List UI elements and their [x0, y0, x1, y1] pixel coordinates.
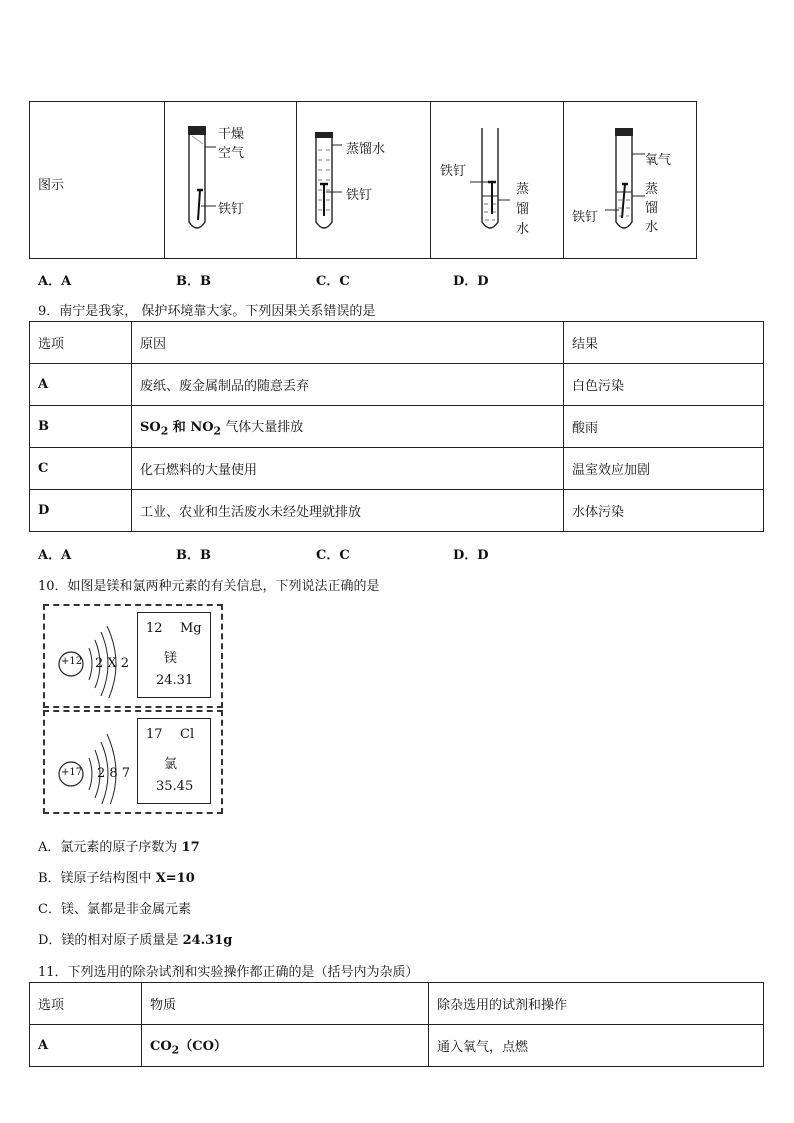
cl-symbol: Cl [180, 727, 195, 742]
q9-row-option: C [30, 448, 132, 490]
tube3-label-zheng: 蒸 [516, 182, 530, 197]
q9-option-b[interactable]: B．B [176, 548, 211, 563]
q11-row-option: A [30, 1025, 142, 1067]
q8-option-b[interactable]: B．B [176, 274, 211, 289]
table-row [30, 364, 764, 406]
cl-atom-structure-diagram [53, 720, 143, 804]
q11-header-operation: 除杂选用的试剂和操作 [429, 983, 764, 1025]
q10-choice-a[interactable]: A．氯元素的原子序数为 17 [38, 840, 200, 855]
cl-nucleus: +17 [61, 767, 83, 778]
mg-atomic-mass: 24.31 [156, 673, 194, 688]
q11-header-option: 选项 [30, 983, 142, 1025]
q10-stem: 10．如图是镁和氯两种元素的有关信息，下列说法正确的是 [38, 579, 380, 594]
q10-choice-c[interactable]: C．镁、氯都是非金属元素 [38, 902, 191, 917]
table-row [30, 983, 764, 1025]
tube4-label-liu: 馏 [645, 201, 659, 216]
q9-option-a[interactable]: A．A [38, 548, 72, 563]
tube1-label-dry: 干燥 [218, 127, 245, 142]
q9-row-result: 酸雨 [564, 406, 764, 448]
table-row [30, 448, 764, 490]
mg-symbol: Mg [180, 621, 202, 636]
q9-row-cause: 废纸、废金属制品的随意丢弃 [132, 364, 564, 406]
q9-row-result: 温室效应加剧 [564, 448, 764, 490]
q9-row-cause: 工业、农业和生活废水未经处理就排放 [132, 490, 564, 532]
mg-name: 镁 [164, 651, 178, 666]
formula-no2: 和 NO [168, 419, 214, 435]
q8-figure-table [29, 101, 697, 259]
q9-row-option: D [30, 490, 132, 532]
tube4-label-nail: 铁钉 [572, 210, 599, 225]
q9-row-cause: 化石燃料的大量使用 [132, 448, 564, 490]
table-row [30, 1025, 764, 1067]
tube2-label-water: 蒸馏水 [346, 142, 386, 157]
tube3-label-liu: 馏 [516, 202, 530, 217]
q11-stem: 11．下列选用的除杂试剂和实验操作都正确的是（括号内为杂质） [38, 965, 419, 980]
table-row [30, 406, 764, 448]
mg-periodic-cell [137, 612, 211, 698]
tube2-label-nail: 铁钉 [346, 188, 373, 203]
cl-periodic-cell [137, 718, 211, 804]
q8-option-c[interactable]: C．C [316, 274, 350, 289]
tube3-label-nail: 铁钉 [440, 164, 467, 179]
q11-table [29, 982, 764, 1067]
mg-nucleus: +12 [61, 656, 83, 667]
q9-option-c[interactable]: C．C [316, 548, 350, 563]
formula-so2: SO [140, 419, 161, 435]
q9-row-result: 水体污染 [564, 490, 764, 532]
q9-stem: 9．南宁是我家， 保护环境靠大家。下列因果关系错误的是 [38, 304, 376, 319]
mg-electron-shells: 2 X 2 [95, 656, 130, 671]
table-row [30, 322, 764, 364]
cl-name: 氯 [164, 757, 178, 772]
q9-table [29, 321, 764, 532]
q10-choice-b[interactable]: B．镁原子结构图中 X=10 [38, 871, 195, 886]
tube4-label-shui: 水 [645, 220, 659, 235]
tube1-label-air: 空气 [218, 146, 245, 161]
q9-header-option: 选项 [30, 322, 132, 364]
q9-row-option: A [30, 364, 132, 406]
tube4-label-zheng: 蒸 [645, 182, 659, 197]
q9-row-option: B [30, 406, 132, 448]
tube3-label-shui: 水 [516, 222, 530, 237]
q10-choice-d[interactable]: D．镁的相对原子质量是 24.31g [38, 933, 233, 948]
q9-header-result: 结果 [564, 322, 764, 364]
q11-header-substance: 物质 [142, 983, 429, 1025]
mg-atomic-number: 12 [146, 621, 163, 636]
mg-element-panel [43, 604, 223, 708]
q8-row-label: 图示 [38, 178, 65, 193]
q9-header-cause: 原因 [132, 322, 564, 364]
q9-row-result: 白色污染 [564, 364, 764, 406]
cl-element-panel [43, 710, 223, 814]
cl-electron-shells: 2 8 7 [97, 766, 131, 781]
q8-option-a[interactable]: A．A [38, 274, 72, 289]
tube-open-water [470, 124, 550, 242]
q9-option-d[interactable]: D．D [453, 548, 489, 563]
q11-row-substance: $CO_2(CO)$ [142, 1025, 429, 1067]
tube4-label-oxygen: 氧气 [645, 153, 672, 168]
q9-row-cause: $SO_2$ 和 $NO_2$ 气体大量排放 [132, 406, 564, 448]
cl-atomic-number: 17 [146, 727, 163, 742]
q11-row-operation: 通入氧气，点燃 [429, 1025, 764, 1067]
tube1-label-nail: 铁钉 [218, 202, 245, 217]
cl-atomic-mass: 35.45 [156, 779, 194, 794]
q8-option-d[interactable]: D．D [453, 274, 489, 289]
table-row [30, 490, 764, 532]
